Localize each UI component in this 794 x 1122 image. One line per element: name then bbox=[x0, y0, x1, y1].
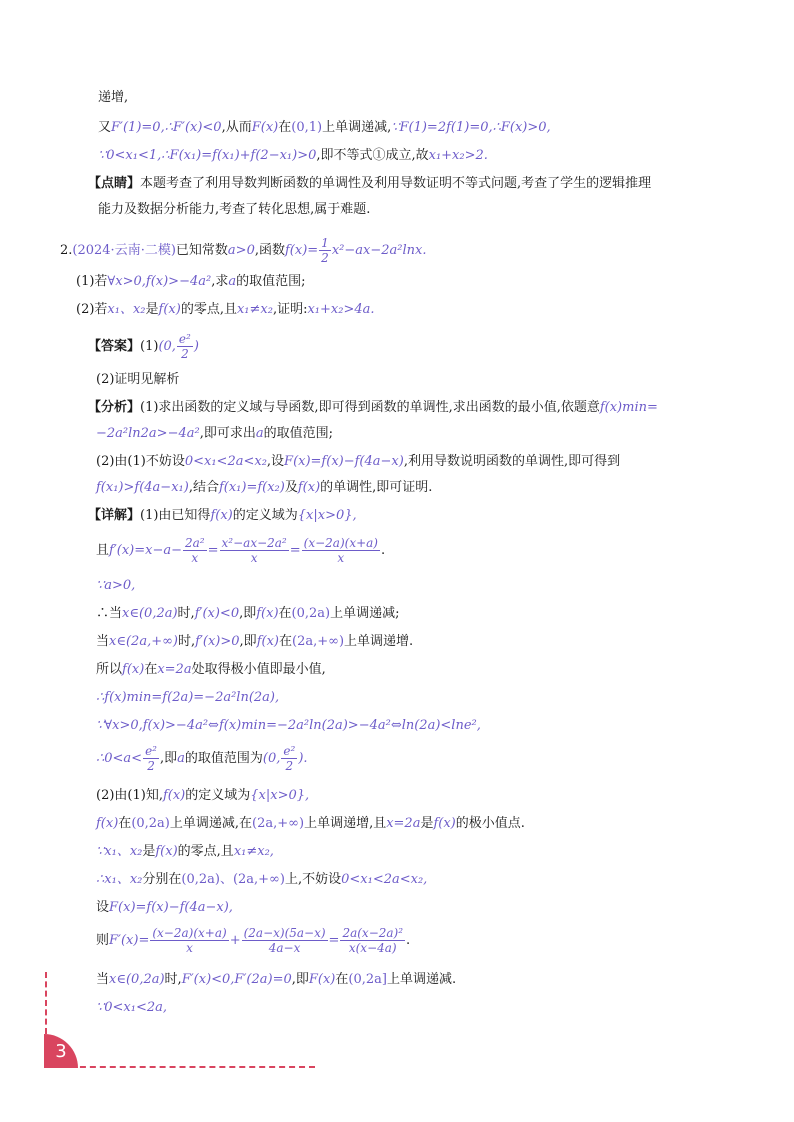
detail-line: ∴当x∈(0,2a)时,f′(x)<0,即f(x)在(0,2a)上单调递减; bbox=[96, 606, 400, 621]
detail-line: 当x∈(2a,+∞)时,f′(x)>0,即f(x)在(2a,+∞)上单调递增. bbox=[96, 634, 414, 649]
text-line: 又F′(1)=0,∴F′(x)<0,从而F(x)在(0,1)上单调递减,∵F(1)=2f(1)=0,∴F(x)>0, bbox=[98, 120, 551, 135]
detail-line: 且f′(x)=x−a− $\frac{\text{2a²}}{x}$ = $\frac{\text{x²−ax−2a²}}{x}$ = $\frac{(x-2a)(x+a)}{x}$ . bbox=[96, 536, 386, 565]
answer-line-2: (2)证明见解析 bbox=[96, 372, 180, 387]
detail-line: ∵a>0, bbox=[96, 578, 136, 593]
detail-line: 则F′(x)= $\frac{(x-2a)(x+a)}{x}$ + $\frac{(2a-x)(5a-x)}{4a-x}$ = $\frac{\text{2a(x−2a)²}}{x(x-4a)}$ . bbox=[96, 926, 411, 955]
question-2: (2)若x₁、x₂是f(x)的零点,且x₁≠x₂,证明:x₁+x₂>4a. bbox=[76, 302, 375, 317]
text-line: 能力及数据分析能力,考查了转化思想,属于难题. bbox=[98, 202, 371, 217]
detail-line: 当x∈(0,2a)时,F′(x)<0,F′(2a)=0,即F(x)在(0,2a]上单调递减. bbox=[96, 972, 457, 987]
detail-line: ∴f(x)min=f(2a)=−2a²ln(2a), bbox=[96, 690, 280, 705]
dashed-margin-line bbox=[45, 972, 47, 1034]
detail-line: (2)由(1)知,f(x)的定义域为{x|x>0}, bbox=[96, 788, 310, 803]
text-line: 递增, bbox=[98, 90, 129, 105]
answer-line: 【答案】(1)(0, $\frac{\text{e²}}{2}$ ) bbox=[88, 332, 199, 361]
question-1: (1)若∀x>0,f(x)>−4a²,求a的取值范围; bbox=[76, 274, 306, 289]
analysis-line: 【分析】(1)求出函数的定义域与导函数,即可得到函数的单调性,求出函数的最小值,依题意f(x)min= bbox=[88, 400, 658, 415]
detail-line: 所以f(x)在x=2a处取得极小值即最小值, bbox=[96, 662, 326, 677]
analysis-line: (2)由(1)不妨设0<x₁<2a<x₂,设F(x)=f(x)−f(4a−x),利用导数说明函数的单调性,即可得到 bbox=[96, 454, 621, 469]
analysis-line: f(x₁)>f(4a−x₁),结合f(x₁)=f(x₂)及f(x)的单调性,即可证明. bbox=[96, 480, 433, 495]
detail-line: f(x)在(0,2a)上单调递减,在(2a,+∞)上单调递增,且x=2a是f(x)的极小值点. bbox=[96, 816, 525, 831]
detail-line: ∵∀x>0,f(x)>−4a²⇔f(x)min=−2a²ln(2a)>−4a²⇔ln(2a)<lne², bbox=[96, 718, 481, 733]
detail-line: ∵0<x₁<2a, bbox=[96, 1000, 168, 1015]
analysis-line: −2a²ln2a>−4a²,即可求出a的取值范围; bbox=[96, 426, 333, 441]
text-line: ∵0<x₁<1,∴F(x₁)=f(x₁)+f(2−x₁)>0,即不等式①成立,故x₁+x₂>2. bbox=[98, 148, 488, 163]
detail-line: 设F(x)=f(x)−f(4a−x), bbox=[96, 900, 233, 915]
detail-line: 【详解】(1)由已知得f(x)的定义域为{x|x>0}, bbox=[88, 508, 357, 523]
dashed-footer-line bbox=[60, 1066, 315, 1068]
detail-line: ∴0<a< $\frac{\text{e²}}{2}$ ,即a的取值范围为(0, $\frac{\text{e²}}{2}$ ). bbox=[96, 744, 308, 773]
detail-line: ∴x₁、x₂分别在(0,2a)、(2a,+∞)上,不妨设0<x₁<2a<x₂, bbox=[96, 872, 428, 887]
remark-line: 【点睛】本题考查了利用导数判断函数的单调性及利用导数证明不等式问题,考查了学生的逻辑推理 bbox=[88, 176, 652, 191]
page-number-badge bbox=[44, 1034, 78, 1068]
detail-line: ∵x₁、x₂是f(x)的零点,且x₁≠x₂, bbox=[96, 844, 274, 859]
problem-stem: 2.(2024·云南·二模)已知常数a>0,函数f(x)= $\frac{1}{2}$ x²−ax−2a²lnx. bbox=[60, 236, 427, 265]
page-number: 3 bbox=[55, 1040, 67, 1062]
